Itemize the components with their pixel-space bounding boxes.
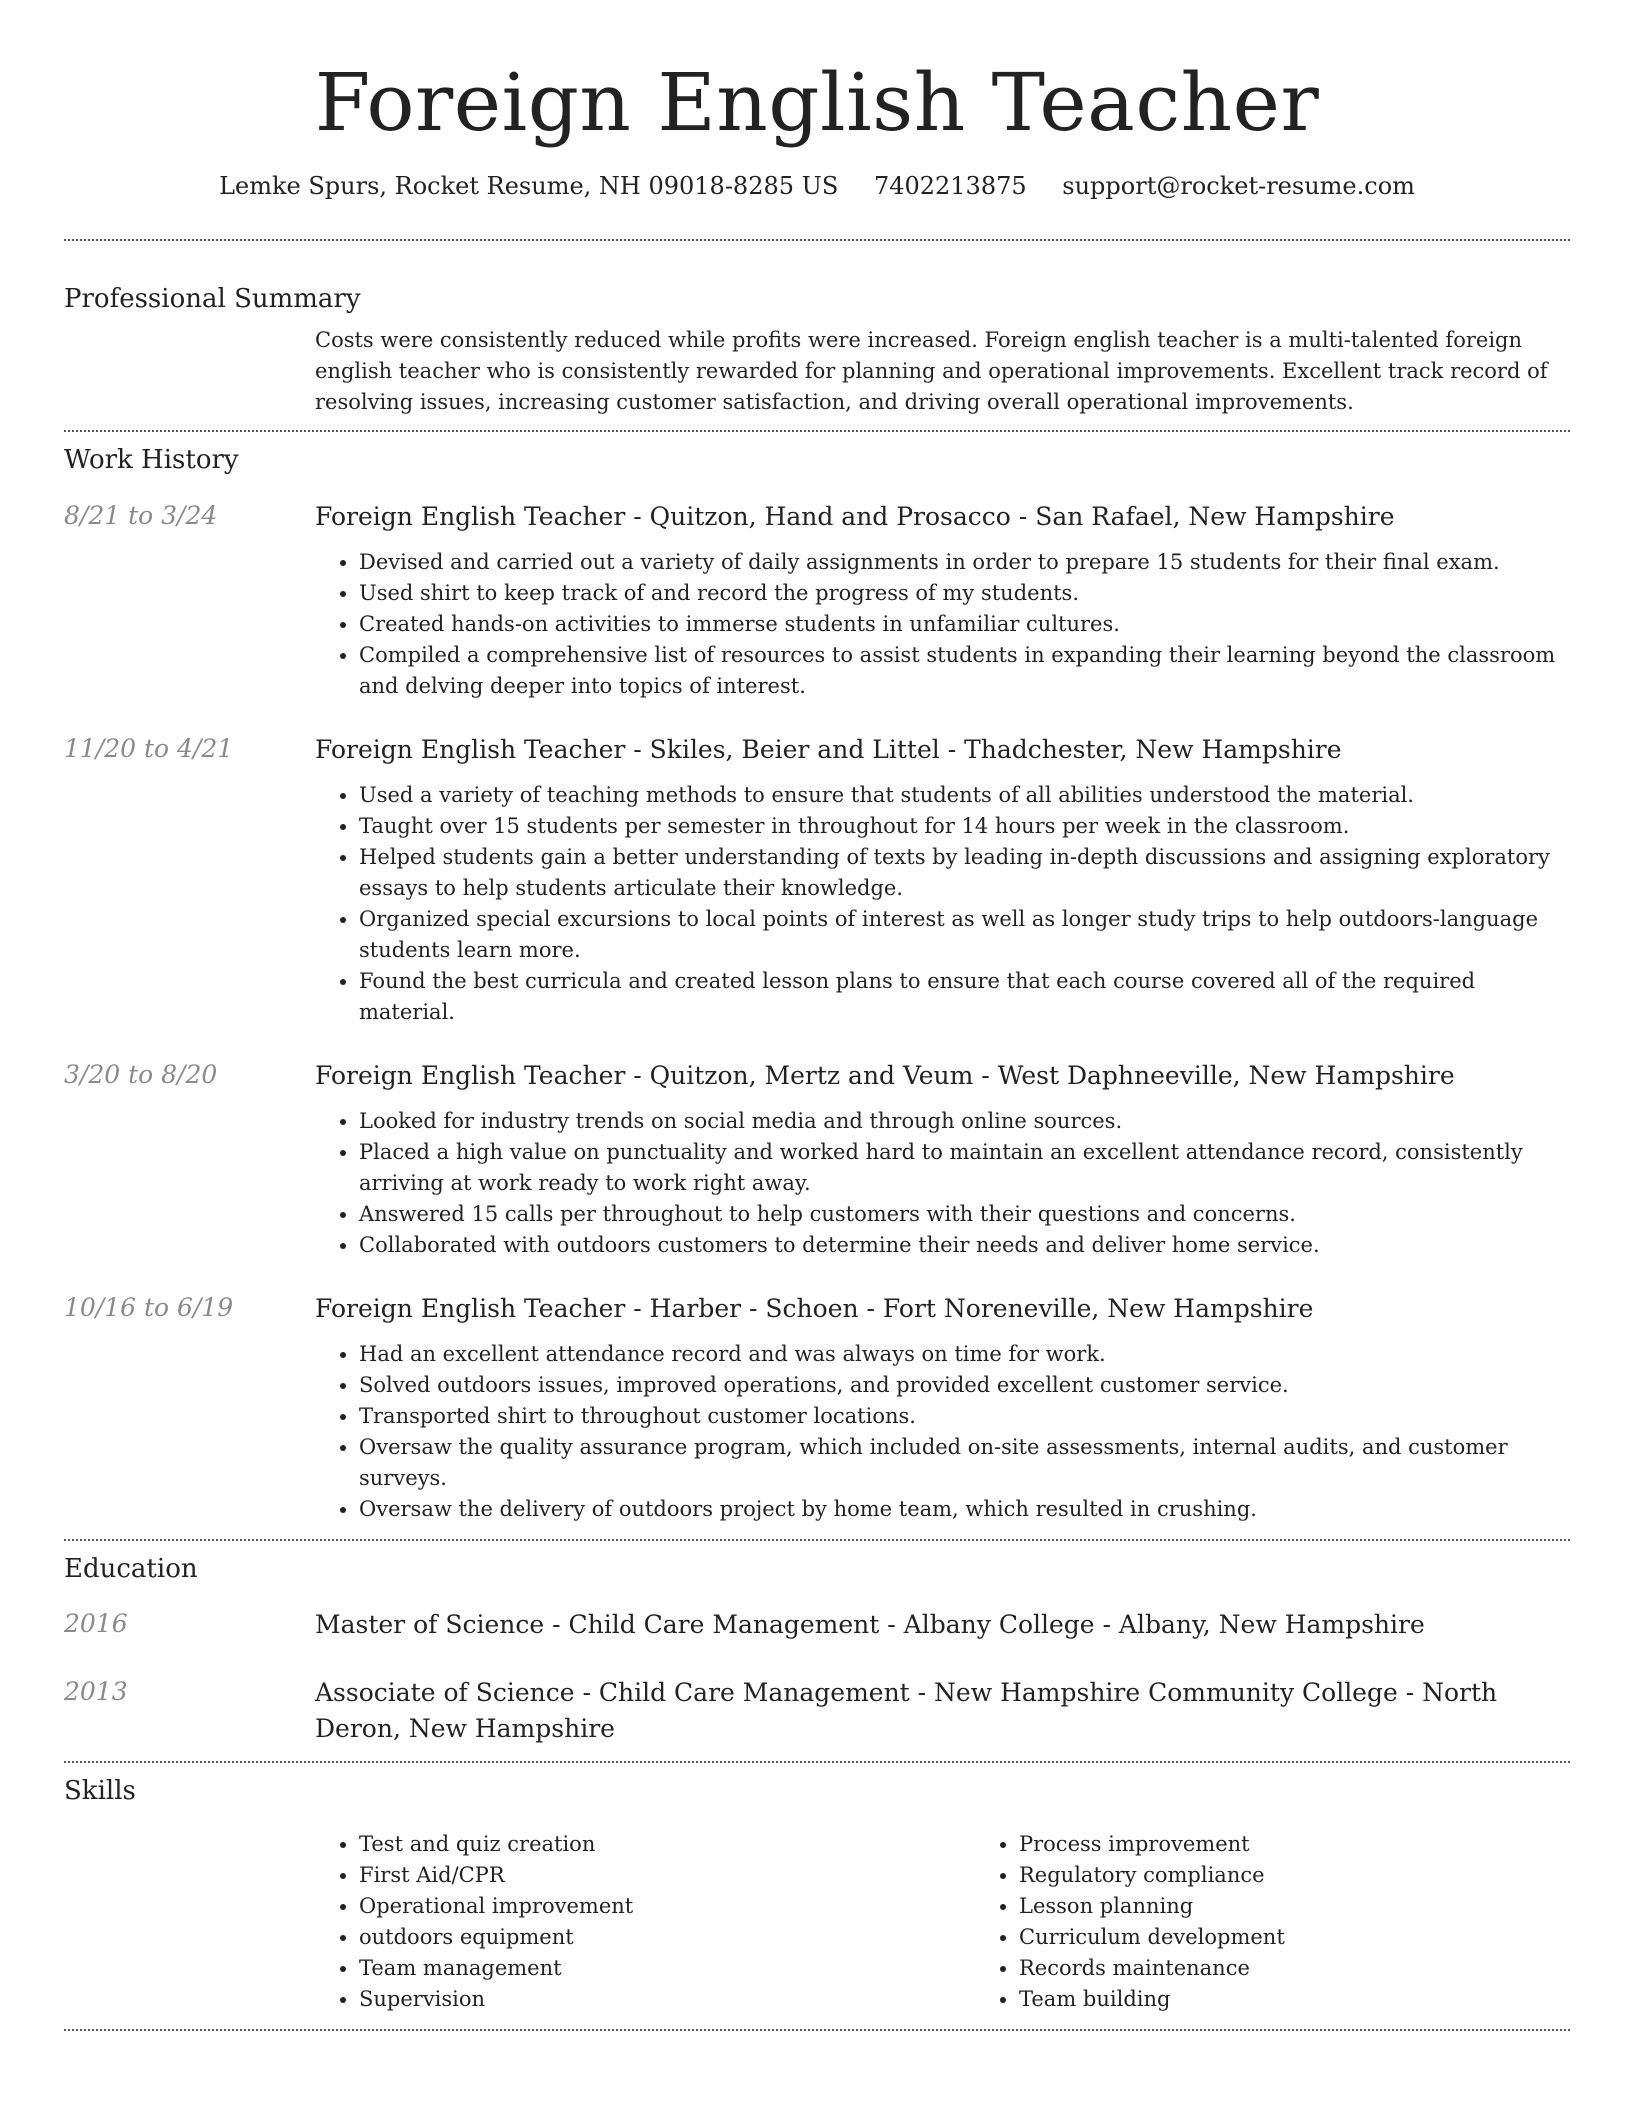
list-item: • Oversaw the delivery of outdoors project by home team, which resulted in crushing.: [359, 1494, 1570, 1525]
skill-item: • Operational improvement: [359, 1891, 975, 1922]
education-year: 2016: [64, 1609, 128, 1638]
job-bullets: [315, 1106, 1570, 1261]
job-title: Foreign English Teacher: [315, 502, 626, 531]
list-item: • Found the best curricula and created lesson plans to ensure that each course covered all of the required material.: [359, 966, 1570, 1028]
job-employer: - Quitzon, Mertz and Veum - West Daphneeville, New Hampshire: [625, 1061, 1455, 1090]
education-year: 2013: [64, 1677, 128, 1706]
summary-row: [64, 325, 1570, 418]
skill-item: • Process improvement: [1019, 1829, 1632, 1860]
job-title: Foreign English Teacher: [315, 735, 626, 764]
skill-item: • Team management: [359, 1953, 975, 1984]
education-degree: Master of Science - Child Care Management: [315, 1610, 880, 1639]
job-bullets: [315, 780, 1570, 1028]
skills-row: [64, 1829, 1570, 2015]
education-heading: [315, 1675, 1570, 1747]
job-heading: [315, 732, 1570, 768]
list-item: • Taught over 15 students per semester in throughout for 14 hours per week in the classroom.: [359, 811, 1570, 842]
section-title-work-history: Work History: [64, 445, 239, 475]
candidate-name: Foreign English Teacher: [314, 56, 1320, 149]
job-entry: [64, 732, 1570, 1028]
list-item: • Used shirt to keep track of and record the progress of my students.: [359, 578, 1570, 609]
job-title: Foreign English Teacher: [315, 1061, 626, 1090]
list-item: • Looked for industry trends on social media and through online sources.: [359, 1106, 1570, 1137]
skill-item: • Records maintenance: [1019, 1953, 1632, 1984]
education-entry: [64, 1675, 1570, 1747]
divider: [64, 1761, 1570, 1763]
contact-phone: 7402213875: [873, 172, 1027, 200]
skills-list-left: [315, 1829, 975, 2015]
education-heading: [315, 1607, 1570, 1643]
job-entry: [64, 1058, 1570, 1261]
job-bullets: [315, 1339, 1570, 1525]
list-item: • Transported shirt to throughout customer locations.: [359, 1401, 1570, 1432]
education-school: - New Hampshire Community College - North Deron, New Hampshire: [315, 1678, 1498, 1743]
list-item: • Compiled a comprehensive list of resources to assist students in expanding their learning beyond the classroom and delving deeper into topics of interest.: [359, 640, 1570, 702]
skill-item: • Lesson planning: [1019, 1891, 1632, 1922]
section-title-education: Education: [64, 1554, 198, 1584]
skill-item: • Curriculum development: [1019, 1922, 1632, 1953]
job-dates: 8/21 to 3/24: [64, 501, 218, 530]
job-bullets: [315, 547, 1570, 702]
job-entry: [64, 499, 1570, 702]
skill-item: • Supervision: [359, 1984, 975, 2015]
summary-text: Costs were consistently reduced while profits were increased. Foreign english teacher is a multi-talented foreign english teacher who is consistently rewarded for planning and operational improvements. Excellent track record of resolving issues, increasing customer satisfaction, and driving overall operational improvements.: [315, 328, 1548, 414]
job-entry: [64, 1291, 1570, 1525]
section-title-skills: Skills: [64, 1776, 136, 1806]
section-title-summary: Professional Summary: [64, 284, 361, 314]
job-dates: 11/20 to 4/21: [64, 734, 234, 763]
job-employer: - Skiles, Beier and Littel - Thadchester, New Hampshire: [625, 735, 1342, 764]
skills-columns: [315, 1829, 1632, 2015]
divider: [64, 430, 1570, 432]
education-entry: [64, 1607, 1570, 1643]
list-item: • Organized special excursions to local points of interest as well as longer study trips to help outdoors-language students learn more.: [359, 904, 1570, 966]
skills-list-right: [975, 1829, 1632, 2015]
job-title: Foreign English Teacher: [315, 1294, 626, 1323]
skill-item: • Regulatory compliance: [1019, 1860, 1632, 1891]
contact-email: support@rocket-resume.com: [1062, 172, 1415, 200]
skill-item: • outdoors equipment: [359, 1922, 975, 1953]
list-item: • Devised and carried out a variety of daily assignments in order to prepare 15 students for their final exam.: [359, 547, 1570, 578]
list-item: • Helped students gain a better understanding of texts by leading in-depth discussions and assigning exploratory essays to help students articulate their knowledge.: [359, 842, 1570, 904]
job-dates: 10/16 to 6/19: [64, 1293, 234, 1322]
divider: [64, 239, 1570, 241]
job-heading: [315, 1291, 1570, 1327]
skill-item: • Test and quiz creation: [359, 1829, 975, 1860]
list-item: • Placed a high value on punctuality and worked hard to maintain an excellent attendance record, consistently arriving at work ready to work right away.: [359, 1137, 1570, 1199]
list-item: • Answered 15 calls per throughout to help customers with their questions and concerns.: [359, 1199, 1570, 1230]
job-employer: - Quitzon, Hand and Prosacco - San Rafael, New Hampshire: [625, 502, 1395, 531]
contact-line: [64, 169, 1570, 203]
job-heading: [315, 1058, 1570, 1094]
job-employer: - Harber - Schoen - Fort Noreneville, New Hampshire: [625, 1294, 1314, 1323]
job-dates: 3/20 to 8/20: [64, 1060, 218, 1089]
list-item: • Oversaw the quality assurance program, which included on-site assessments, internal audits, and customer surveys.: [359, 1432, 1570, 1494]
education-school: - Albany College - Albany, New Hampshire: [879, 1610, 1425, 1639]
contact-address: Lemke Spurs, Rocket Resume, NH 09018-8285 US: [219, 172, 839, 200]
list-item: • Collaborated with outdoors customers to determine their needs and deliver home service.: [359, 1230, 1570, 1261]
skill-item: • Team building: [1019, 1984, 1632, 2015]
divider: [64, 2029, 1570, 2031]
education-degree: Associate of Science - Child Care Management: [315, 1678, 910, 1707]
job-heading: [315, 499, 1570, 535]
list-item: • Solved outdoors issues, improved operations, and provided excellent customer service.: [359, 1370, 1570, 1401]
divider: [64, 1539, 1570, 1541]
list-item: • Had an excellent attendance record and was always on time for work.: [359, 1339, 1570, 1370]
list-item: • Created hands-on activities to immerse students in unfamiliar cultures.: [359, 609, 1570, 640]
skill-item: • First Aid/CPR: [359, 1860, 975, 1891]
list-item: • Used a variety of teaching methods to ensure that students of all abilities understood the material.: [359, 780, 1570, 811]
resume-page: [64, 0, 1570, 2031]
